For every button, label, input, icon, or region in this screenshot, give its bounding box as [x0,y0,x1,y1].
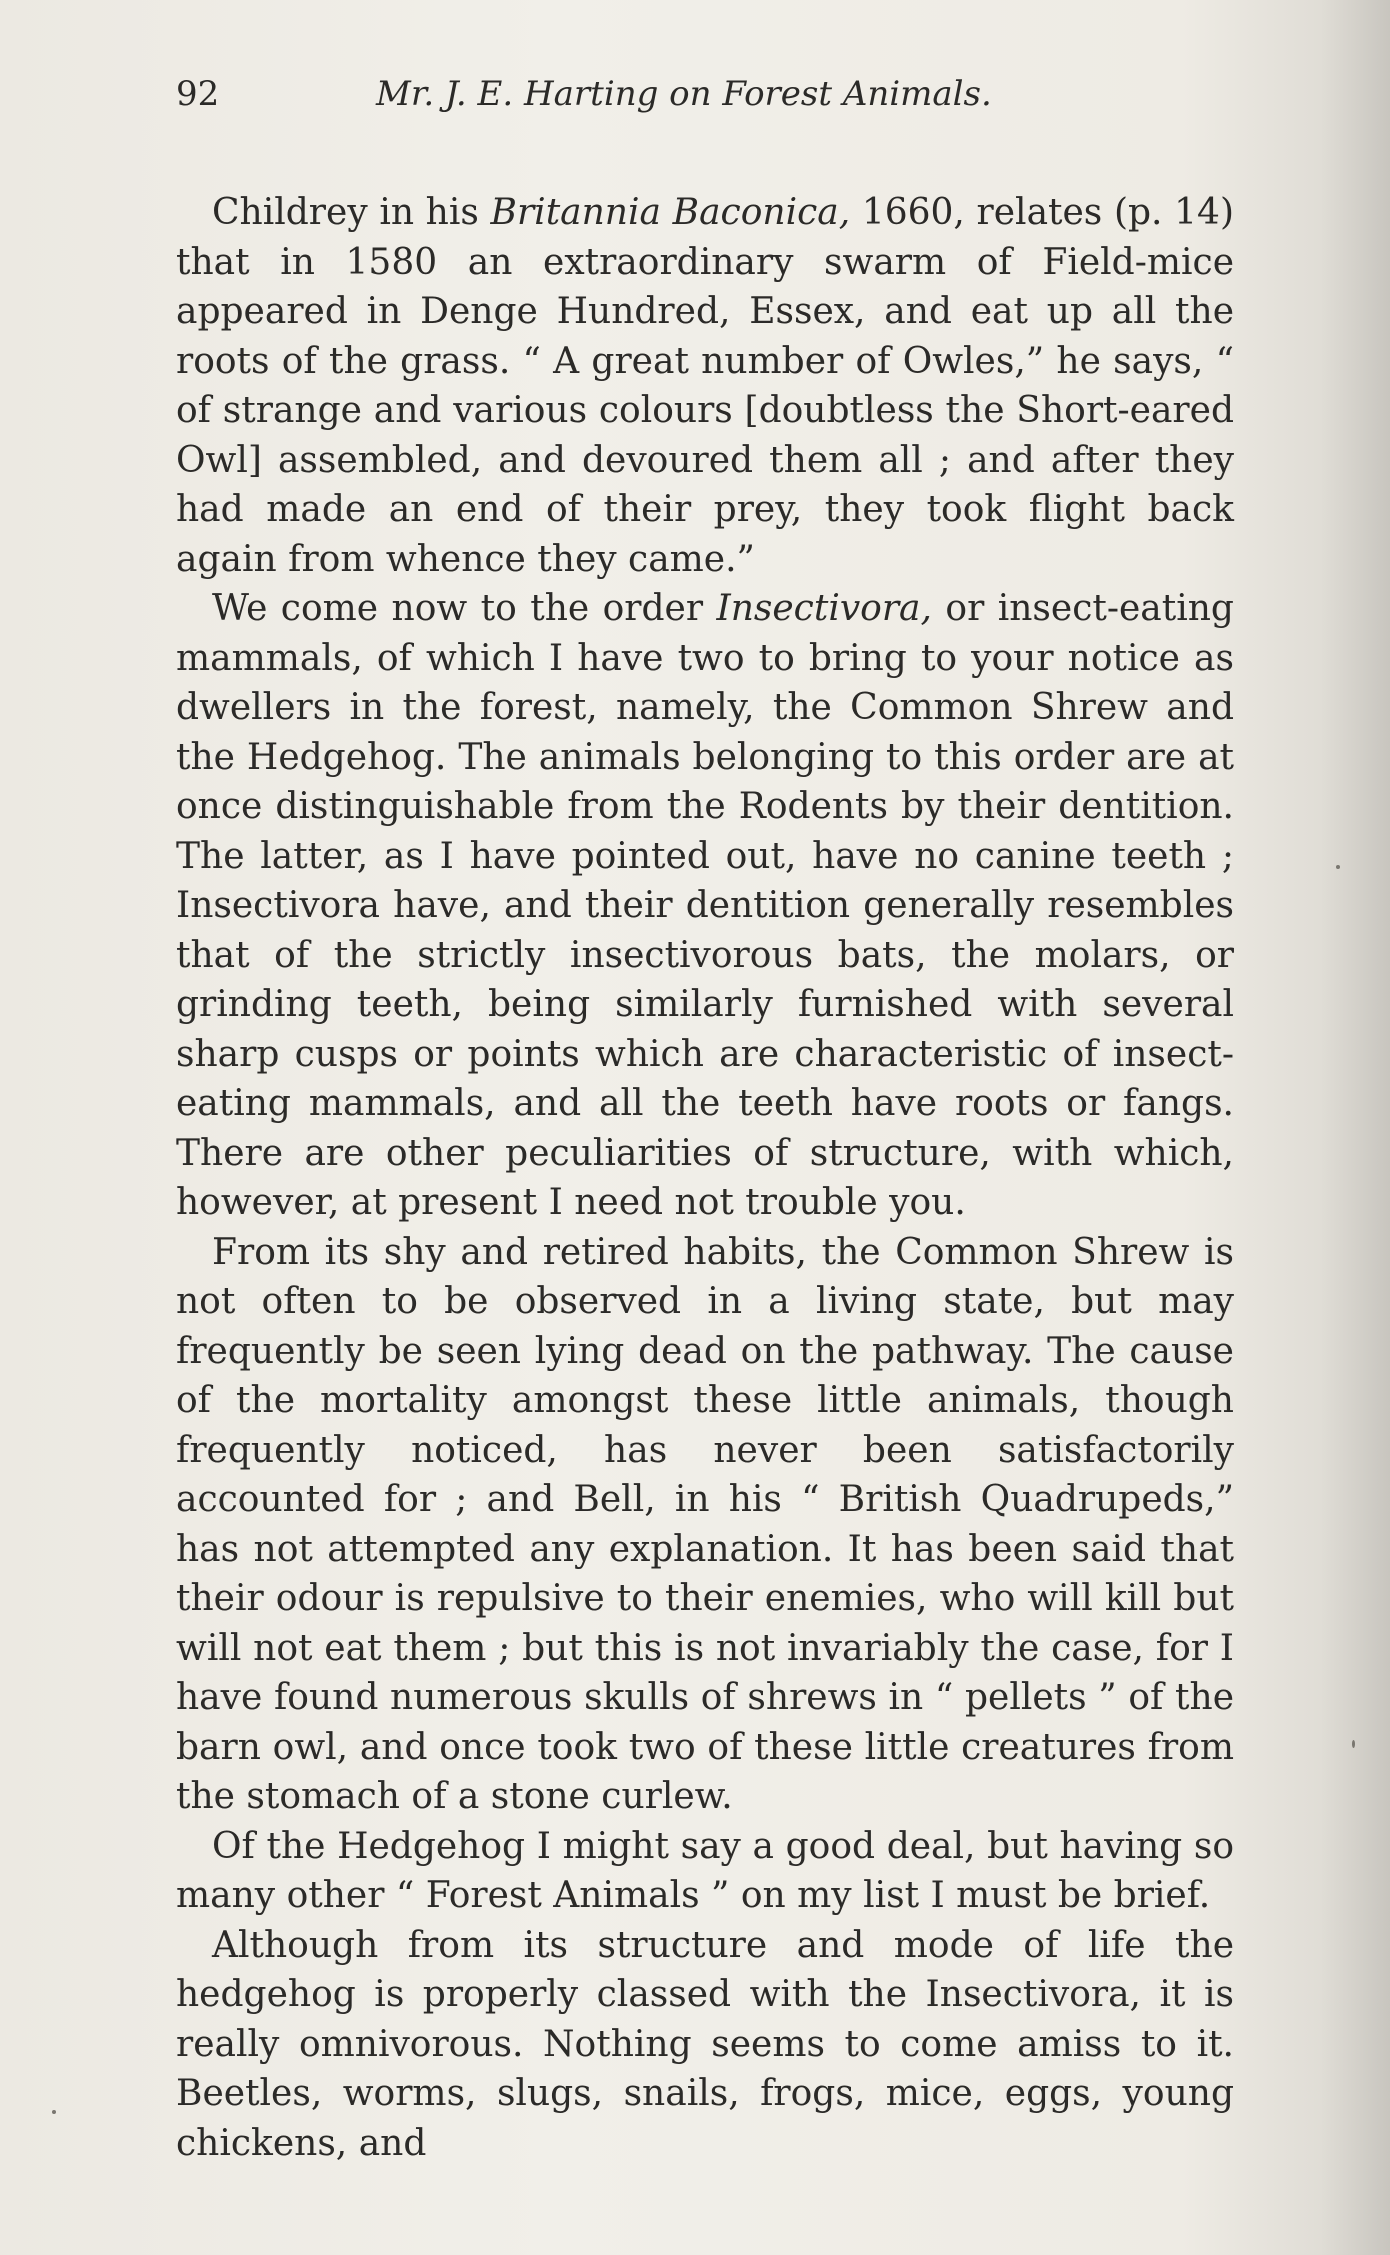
paragraph-hedgehog-diet [176,1921,1234,2169]
paragraph-text: or insect-eating mammals, of which I have two to bring to your notice as dwellers in the forest, namely, the Common Shrew and the Hedgehog. The animals belonging to this order are at once distinguishable from the Rodents by their dentition. The latter, as I have pointed out, have no canine teeth ; Insectivora have, and their dentition generally resembles that of the strictly insectivorous bats, the molars, or grinding teeth, being similarly furnished with several sharp cusps or points which are characteristic of insect-eating mammals, and all the teeth have roots or fangs. There are other peculiarities of structure, with which, however, at present I need not trouble you. [176,588,1234,1223]
paragraph-italic-term: Insectivora, [716,588,932,629]
print-speck [1352,1740,1355,1748]
page-content [176,70,1234,2168]
paragraph-text: We come now to the order [212,588,717,629]
paragraph-childrey [176,188,1234,584]
print-speck [1336,865,1340,869]
page-header [176,70,1234,130]
paragraph-text: Of the Hedgehog I might say a good deal, but having so many other “ Forest Animals ” on my list I must be brief. [176,1825,1234,1916]
paragraph-common-shrew [176,1228,1234,1822]
paragraph-text: 1660, relates (p. 14) that in 1580 an extraordinary swarm of Field-mice appeared in Denge Hundred, Essex, and eat up all the roots of the grass. “ A great number of Owles,” he says, “ of strange and various colours [doubtless the Short-eared Owl] assembled, and devoured them all ; and after they had made an end of their prey, they took flight back again from whence they came.” [176,192,1234,580]
page-edge-shadow [1320,0,1390,2255]
paragraph-hedgehog-intro [176,1822,1234,1921]
print-speck [52,2110,56,2114]
paragraph-text: Childrey in his [212,192,491,233]
paragraph-text: From its shy and retired habits, the Common Shrew is not often to be observed in a living state, but may frequently be seen lying dead on the pathway. The cause of the mortality amongst these little animals, though frequently noticed, has never been satisfactorily accounted for ; and Bell, in his “ British Quadrupeds,” has not attempted any explanation. It has been said that their odour is repulsive to their enemies, who will kill but will not eat them ; but this is not invariably the case, for I have found numerous skulls of shrews in “ pellets ” of the barn owl, and once took two of these little creatures from the stomach of a stone curlew. [176,1231,1234,1817]
running-head: Mr. J. E. Harting on Forest Animals. [376,74,992,114]
paragraph-italic-title: Britannia Baconica, [490,192,851,233]
page-number: 92 [176,74,220,114]
paragraph-text: Although from its structure and mode of life the hedgehog is properly classed with the Insectivora, it is really omnivorous. Nothing seems to come amiss to it. Beetles, worms, slugs, snails, frogs, mice, eggs, young chickens, and [176,1924,1234,2164]
paragraph-insectivora [176,584,1234,1228]
